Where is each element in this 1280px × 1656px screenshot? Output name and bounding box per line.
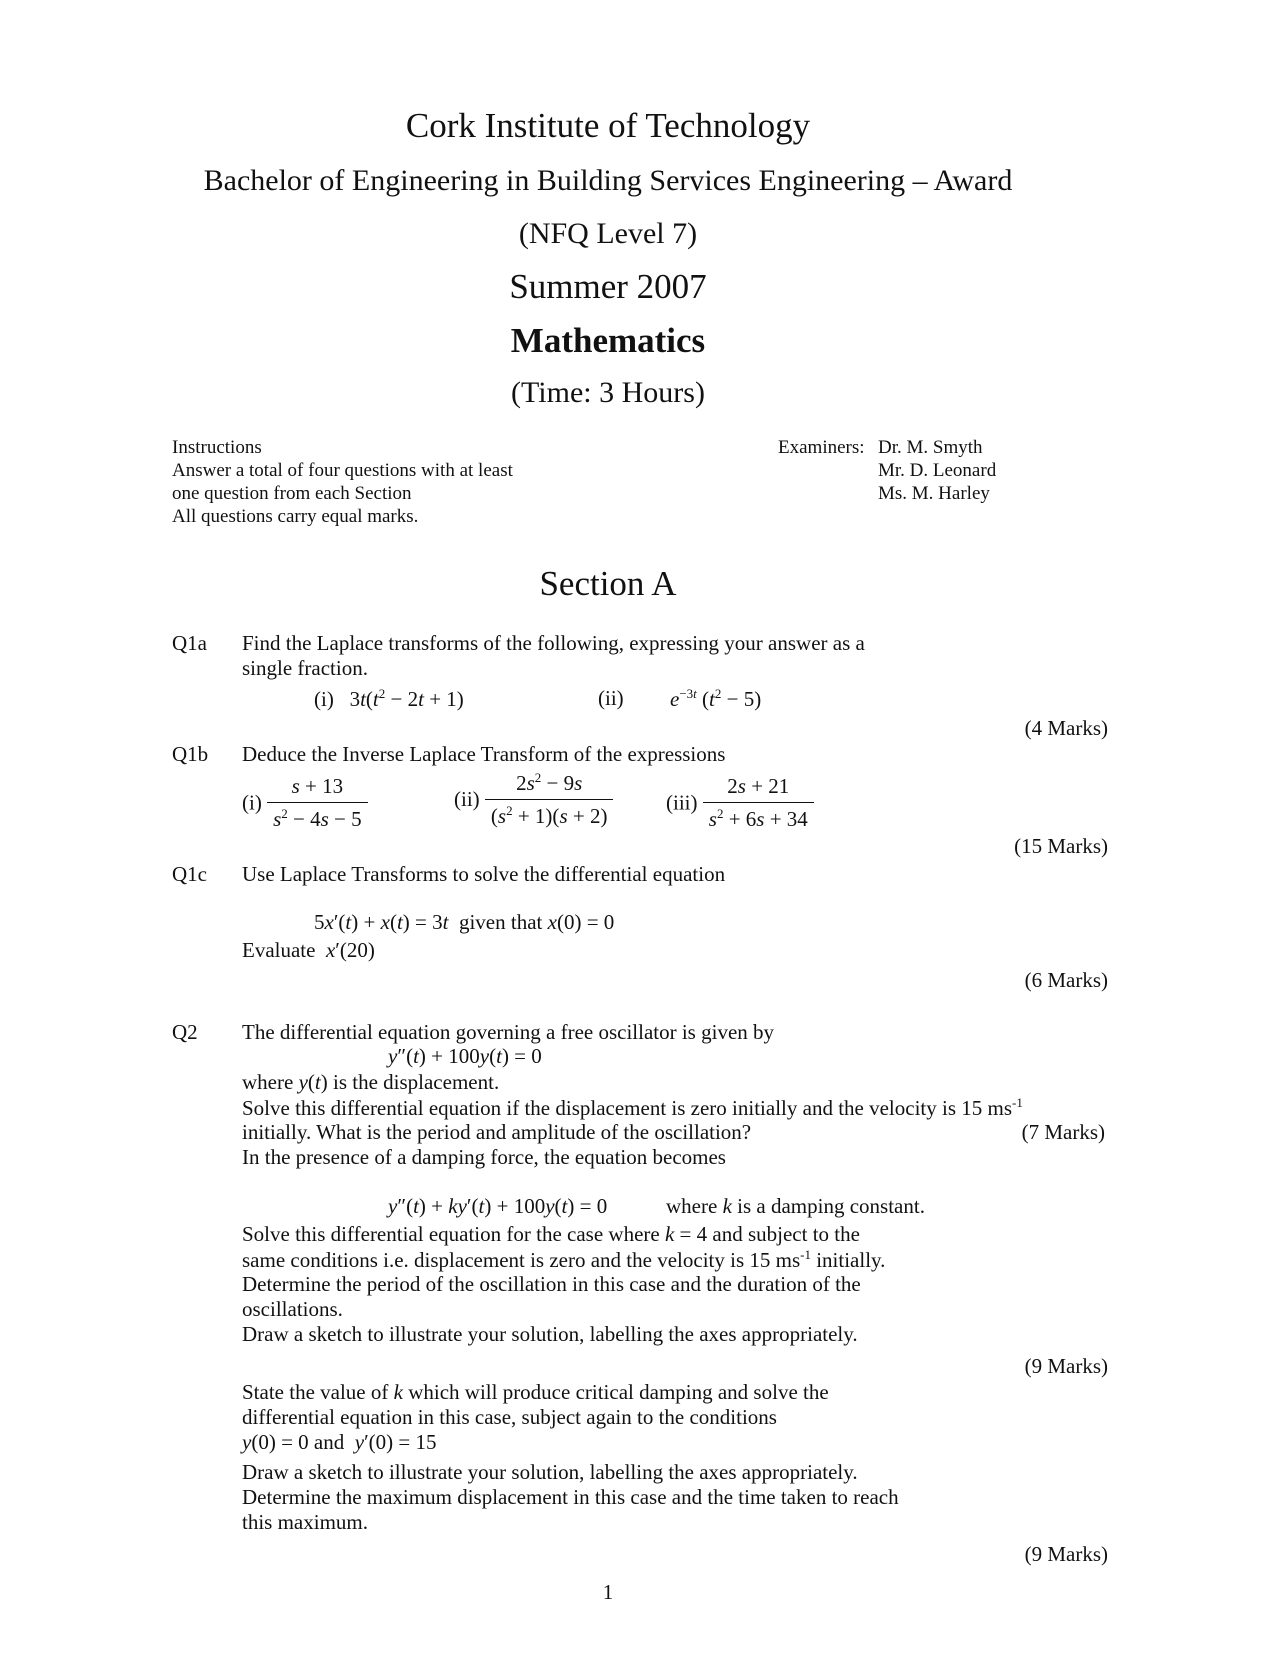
question-label: Q2 — [172, 1020, 198, 1044]
instruction-line: Answer a total of four questions with at least — [172, 460, 513, 481]
programme-title: Bachelor of Engineering in Building Services Engineering – Award — [203, 164, 1013, 197]
fraction: $\frac{s + 13}{s^2 - 4s - 5}$ — [267, 774, 368, 832]
q2-equation-damped: y″(t) + ky′(t) + 100y(t) = 0 — [388, 1194, 608, 1218]
examiners-label: Examiners: — [778, 437, 865, 458]
question-label: Q1c — [172, 862, 207, 886]
marks: (15 Marks) — [1014, 834, 1108, 858]
formula: $3t(t^2 - 2t + 1)$ — [349, 686, 464, 711]
marks: (9 Marks) — [1024, 1354, 1108, 1378]
evaluate-text: Evaluate — [242, 938, 316, 962]
exam-session: Summer 2007 — [509, 267, 707, 306]
q1c-text: Use Laplace Transforms to solve the differential equation — [242, 862, 726, 886]
q1a-part-i — [314, 686, 464, 712]
examiner-name: Mr. D. Leonard — [878, 460, 997, 481]
q2-max-line: Determine the maximum displacement in this case and the time taken to reach — [242, 1485, 899, 1509]
examiners-list — [878, 436, 996, 505]
q2-damping-intro: In the presence of a damping force, the equation becomes — [242, 1145, 726, 1169]
q2-case-line: same conditions i.e. displacement is zero and the velocity is 15 $ms^{-1}$ initially. — [242, 1247, 886, 1272]
q2-equation-free: y″(t) + 100y(t) = 0 — [388, 1044, 542, 1068]
marks: (7 Marks) — [1021, 1120, 1105, 1144]
q2-period-line: Determine the period of the oscillation in this case and the duration of the — [242, 1272, 861, 1296]
instructions-heading: Instructions — [172, 437, 262, 458]
institution-title: Cork Institute of Technology — [405, 106, 811, 145]
q2-sketch-line: Draw a sketch to illustrate your solution, labelling the axes appropriately. — [242, 1460, 858, 1484]
q1a-part-ii-label: (ii) — [598, 686, 624, 710]
q2-intro: The differential equation governing a free oscillator is given by — [242, 1020, 775, 1044]
q1a-text-line: Find the Laplace transforms of the following, expressing your answer as a — [242, 631, 865, 655]
q2-solve-line: initially. What is the period and amplitude of the oscillation? — [242, 1120, 752, 1144]
q2-sketch-line: Draw a sketch to illustrate your solution, labelling the axes appropriately. — [242, 1322, 858, 1346]
q2-solve-line: Solve this differential equation if the displacement is zero initially and the velocity is 15 $ms^{-1}$ — [242, 1095, 1023, 1120]
q2-critical-line: differential equation in this case, subject again to the conditions — [242, 1405, 777, 1429]
part-label: (i) — [242, 790, 262, 815]
question-label: Q1a — [172, 631, 207, 655]
instruction-line: All questions carry equal marks. — [172, 506, 419, 527]
given-text: given that — [458, 910, 543, 934]
q2-period-line: oscillations. — [242, 1297, 343, 1321]
q2-max-line: this maximum. — [242, 1510, 368, 1534]
marks: (6 Marks) — [1024, 968, 1108, 992]
examiner-name: Dr. M. Smyth — [878, 437, 983, 458]
fraction: $\frac{2s + 21}{s^2 + 6s + 34}$ — [703, 774, 814, 832]
subject-title: Mathematics — [510, 321, 706, 360]
fraction: $\frac{2s^2 - 9s}{(s^2 + 1)(s + 2)}$ — [485, 770, 614, 829]
q1b-text: Deduce the Inverse Laplace Transform of the expressions — [242, 742, 726, 766]
q2-where-y: where y(t) is the displacement. — [242, 1070, 500, 1094]
formula: $e^{-3t}$ $(t^2 - 5)$ — [670, 686, 762, 711]
instruction-line: one question from each Section — [172, 483, 412, 504]
q1c-equation: 5x′(t) + x(t) = 3t given that x(0) = 0 — [314, 910, 615, 934]
page-number: 1 — [602, 1580, 614, 1604]
part-label: (i) — [314, 687, 334, 711]
examiner-name: Ms. M. Harley — [878, 483, 990, 504]
part-label: (ii) — [454, 787, 480, 811]
exam-duration: (Time: 3 Hours) — [511, 376, 705, 409]
q1a-text-line: single fraction. — [242, 656, 368, 680]
q2-critical-line: State the value of k which will produce critical damping and solve the — [242, 1380, 829, 1404]
q2-where-k: where k is a damping constant. — [666, 1194, 925, 1218]
nfq-level: (NFQ Level 7) — [518, 217, 698, 250]
instructions-block — [172, 436, 513, 528]
question-label: Q1b — [172, 742, 209, 766]
q1b-part-i — [242, 774, 368, 832]
marks: (4 Marks) — [1024, 716, 1108, 740]
marks: (9 Marks) — [1024, 1542, 1108, 1566]
q1b-part-iii — [666, 774, 814, 832]
q2-case-line: Solve this differential equation for the case where k = 4 and subject to the — [242, 1222, 860, 1246]
part-label: (iii) — [666, 790, 698, 815]
q2-critical-conditions: y(0) = 0 and y′(0) = 15 — [242, 1430, 437, 1454]
q1c-evaluate: Evaluate x′(20) — [242, 938, 375, 962]
q1b-part-ii — [454, 770, 613, 829]
section-title: Section A — [539, 564, 677, 603]
